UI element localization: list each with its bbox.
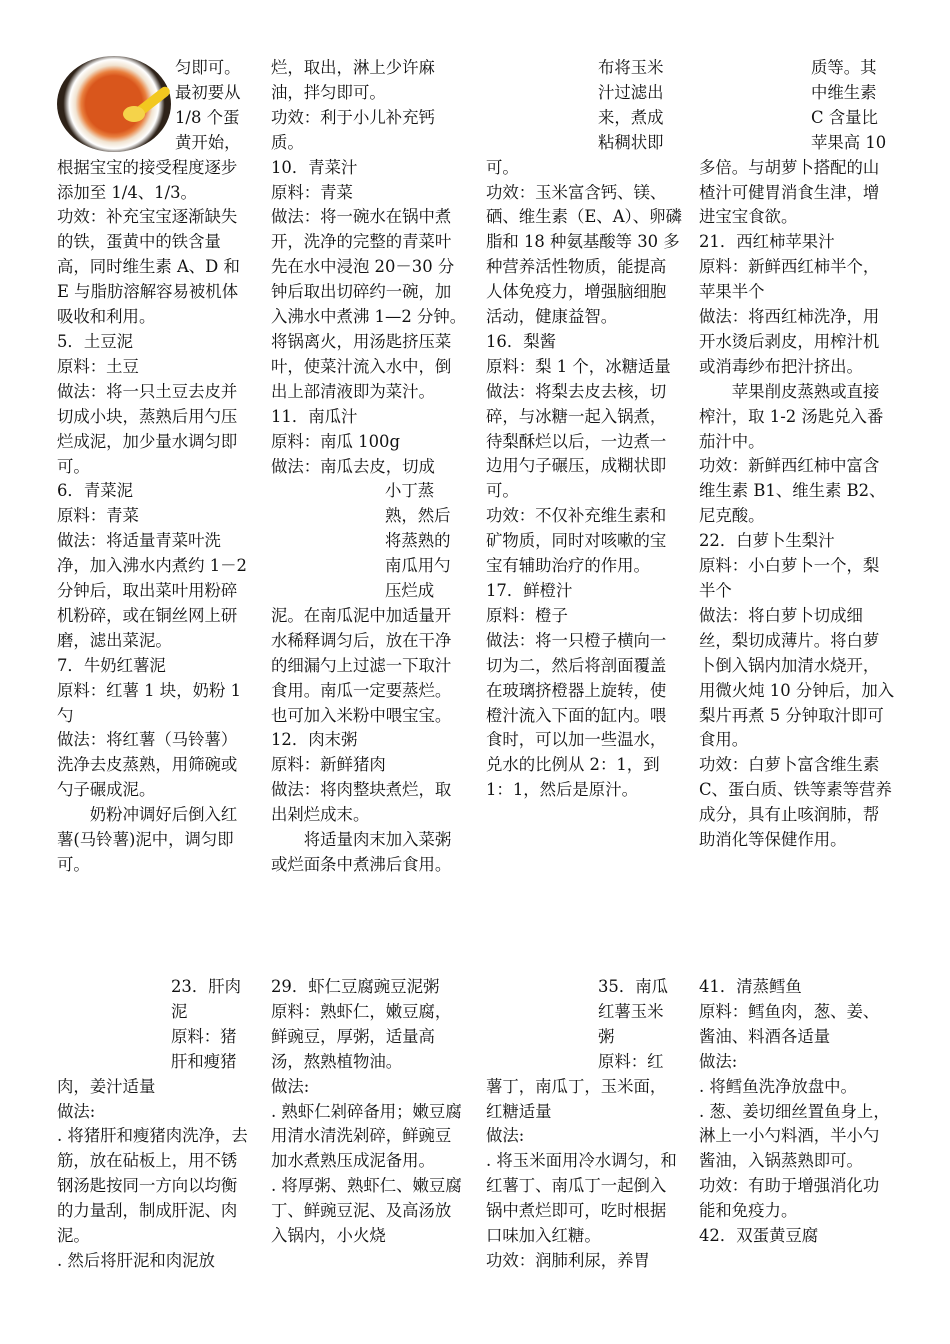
column-top-3 <box>486 56 682 803</box>
benefits: 功效：新鲜西红柿中富含维生素 B1、维生素 B2、尼克酸。 <box>699 456 886 526</box>
figure-space <box>486 975 598 1075</box>
figure-space <box>57 975 171 1075</box>
column-top-1 <box>57 56 253 878</box>
method-step: . 熟虾仁剁碎备用；嫩豆腐用清水清洗剁碎，鲜豌豆加水煮熟压成泥备用。 <box>271 1101 462 1171</box>
recipe-title: 22．白萝卜生梨汁 <box>699 531 835 551</box>
method: 做法：将一只土豆去皮并切成小块，蒸熟后用勺压烂成泥，加少量水调匀即可。 <box>57 381 238 476</box>
figure-wrap-zone <box>486 56 682 156</box>
column-bottom-1 <box>57 975 253 1274</box>
method-step: . 将厚粥、熟虾仁、嫩豆腐丁、鲜豌豆泥、及高汤放入锅内，小火烧 <box>271 1176 462 1246</box>
paragraph: 根据宝宝的接受程度逐步添加至 1/4、1/3。 <box>57 157 238 202</box>
figure-wrap-zone <box>57 975 253 1075</box>
text-line: 熟，然后 <box>385 506 451 526</box>
benefits: 功效：润肺利尿，养胃 <box>486 1250 650 1270</box>
recipe-title: 23．肝肉 <box>171 977 242 996</box>
method-step: . 将玉米面用冷水调匀，和红薯丁、南瓜丁一起倒入锅中煮烂即可，吃时根据口味加入红糖。 <box>486 1151 677 1246</box>
method: 做法：将一只橙子横向一切为二，然后将剖面覆盖在玻璃挤橙器上旋转，使橙汁流入下面的缸内。喂食时，可以加一些温水，兑水的比例从 2：1，到 1：1，然后是原汁。 <box>486 630 667 800</box>
text-line: 中维生素 <box>811 82 877 102</box>
benefits: 功效：不仅补充维生素和矿物质，同时对咳嗽的宝宝有辅助治疗的作用。 <box>486 506 667 576</box>
paragraph: 泥。在南瓜泥中加适量开水稀释调匀后，放在干净的细漏勺上过滤一下取汁食用。南瓜一定要蒸烂。也可加入米粉中喂宝宝。 <box>271 605 452 725</box>
paragraph: 功效：补充宝宝逐渐缺失的铁，蛋黄中的铁含量高，同时维生素 A、D 和 E 与脂肪溶解容易被机体吸收和利用。 <box>57 207 240 327</box>
benefits: 功效：有助于增强消化功能和免疫力。 <box>699 1176 880 1221</box>
text-line: 1/8 个蛋 <box>175 107 240 127</box>
figure-space <box>271 479 385 604</box>
ingredients: 原料：青菜 <box>271 182 353 202</box>
paragraph: 多倍。与胡萝卜搭配的山楂汁可健胃消食生津，增进宝宝食欲。 <box>699 157 880 227</box>
method: 做法：将白萝卜切成细丝，梨切成薄片。将白萝卜倒入锅内加清水烧开，用微火炖 10 分钟后，加入梨片再煮 5 分钟取汁即可食用。 <box>699 605 895 750</box>
recipe-title: 6．青菜泥 <box>57 481 133 501</box>
method-step: . 葱、姜切细丝置鱼身上，淋上一小勺料酒，半小勺酱油，入锅蒸熟即可。 <box>699 1101 890 1171</box>
paragraph: 奶粉冲调好后倒入红薯(马铃薯)泥中，调匀即可。 <box>57 805 238 874</box>
paragraph: 苹果削皮蒸熟或直接榨汁，取 1-2 汤匙兑入番茄汁中。 <box>699 381 884 451</box>
recipe-title: 35．南瓜 <box>598 977 669 996</box>
recipe-title: 红薯玉米 <box>598 1001 664 1021</box>
method-step: . 将鳕鱼洗净放盘中。 <box>699 1076 857 1096</box>
text-line: 匀即可。 <box>175 58 241 77</box>
method-label: 做法: <box>486 1126 525 1146</box>
ingredients: 原料：新鲜西红柿半个，苹果半个 <box>699 257 880 302</box>
text-line: 布将玉米 <box>598 58 664 77</box>
column-bottom-3 <box>486 975 682 1274</box>
recipe-title: 12．肉末粥 <box>271 730 358 750</box>
recipe-title: 11．南瓜汁 <box>271 406 358 426</box>
recipe-title: 粥 <box>598 1026 615 1046</box>
text-line: 压烂成 <box>385 581 435 601</box>
method: 做法：将西红柿洗净，用开水烫后剥皮，用榨汁机或消毒纱布把汁挤出。 <box>699 307 880 376</box>
text-line: 粘稠状即 <box>598 132 664 152</box>
text-line: 来，煮成 <box>598 107 664 127</box>
method: 做法：将梨去皮去核，切碎，与冰糖一起入锅煮，待梨酥烂以后，一边煮一边用勺子碾压，成糊状即可。 <box>486 381 667 501</box>
text-line: 小丁蒸 <box>385 481 435 501</box>
text-line: 肝和瘦猪 <box>171 1051 237 1071</box>
method-label: 做法: <box>271 1076 310 1096</box>
text-line: 最初要从 <box>175 82 241 102</box>
figure-wrap-zone <box>699 56 895 156</box>
recipe-title: 21．西红柿苹果汁 <box>699 232 835 252</box>
method: 做法：将适量青菜叶洗净，加入沸水内煮约 1－2 分钟后，取出菜叶用粉碎机粉碎，或在铜丝网上研磨，滤出菜泥。 <box>57 531 247 650</box>
benefits: 功效：利于小儿补充钙质。 <box>271 107 435 152</box>
method-step: . 将猪肝和瘦猪肉洗净，去筋，放在砧板上，用不锈钢汤匙按同一方向以均衡的力量刮，制成肝泥、肉泥。 <box>57 1126 248 1246</box>
benefits: 功效：白萝卜富含维生素 C、蛋白质、铁等素等营养成分，具有止咳润肺，帮助消化等保健作用。 <box>699 755 892 850</box>
column-bottom-4 <box>699 975 895 1249</box>
text-line: 质等。其 <box>811 58 877 77</box>
method-label: 做法: <box>57 1101 96 1121</box>
ingredients: 原料：小白萝卜一个，梨半个 <box>699 556 880 600</box>
paragraph: 将适量肉末加入菜粥或烂面条中煮沸后食用。 <box>271 830 452 874</box>
benefits: 功效：玉米富含钙、镁、硒、维生素（E、A）、卵磷脂和 18 种氨基酸等 30 多种营养活性物质，能提高人体免疫力，增强脑细胞活动，健康益智。 <box>486 182 682 327</box>
recipe-title: 16．梨酱 <box>486 331 557 351</box>
paragraph: 烂，取出，淋上少许麻油，拌匀即可。 <box>271 58 435 102</box>
method: 做法：将一碗水在锅中煮开，洗净的完整的青菜叶先在水中浸泡 20－30 分钟后取出切碎约一碗，加入沸水中煮沸 1—2 分钟。将锅离火，用汤匙挤压菜叶，使菜汁流入水中，倒出上部清液即为菜汁。 <box>271 207 467 401</box>
ingredients: 原料：红薯 1 块，奶粉 1 勺 <box>57 680 242 725</box>
method: 做法：将肉整块煮烂，取出剁烂成末。 <box>271 780 452 825</box>
column-top-4 <box>699 56 895 853</box>
ingredients: 原料：熟虾仁，嫩豆腐，鲜豌豆，厚粥，适量高汤，熬熟植物油。 <box>271 1001 452 1071</box>
ingredients: 原料：南瓜 100g <box>271 431 400 451</box>
method-step: . 然后将肝泥和肉泥放 <box>57 1250 215 1270</box>
text-line: C 含量比 <box>811 107 878 127</box>
method: 做法：南瓜去皮，切成 <box>271 456 435 476</box>
ingredients: 原料：橙子 <box>486 605 568 625</box>
figure-wrap-zone <box>486 975 682 1075</box>
recipe-title: 5．土豆泥 <box>57 331 133 351</box>
recipe-title: 泥 <box>171 1001 188 1021</box>
figure-wrap-zone <box>271 479 467 604</box>
ingredients: 原料：梨 1 个，冰糖适量 <box>486 356 671 376</box>
text-line: 汁过滤出 <box>598 82 664 102</box>
column-bottom-2 <box>271 975 467 1249</box>
figure-space <box>486 56 598 156</box>
column-top-2 <box>271 56 467 878</box>
text-line: 原料：红 <box>598 1051 664 1071</box>
method-label: 做法: <box>699 1051 738 1071</box>
recipe-title: 29．虾仁豆腐豌豆泥粥 <box>271 977 440 996</box>
recipe-title: 17．鲜橙汁 <box>486 581 573 600</box>
text-line: 苹果高 10 <box>811 132 887 152</box>
figure-space <box>699 56 811 156</box>
ingredients: 原料：新鲜猪肉 <box>271 755 386 775</box>
recipe-title: 7．牛奶红薯泥 <box>57 655 166 675</box>
text-line: 原料：猪 <box>171 1026 237 1046</box>
recipe-title: 41．清蒸鳕鱼 <box>699 977 802 996</box>
paragraph: 薯丁，南瓜丁，玉米面，红糖适量 <box>486 1076 667 1121</box>
text-line: 将蒸熟的 <box>385 531 451 551</box>
paragraph: 肉，姜汁适量 <box>57 1076 156 1096</box>
method: 做法：将红薯（马铃薯）洗净去皮蒸熟，用筛碗或勺子碾成泥。 <box>57 730 238 800</box>
recipe-title: 42．双蛋黄豆腐 <box>699 1226 819 1246</box>
text-line: 南瓜用勺 <box>385 556 451 576</box>
baby-food-photo <box>57 56 171 152</box>
paragraph: 可。 <box>486 157 519 177</box>
spoon-bowl-shape <box>123 106 145 122</box>
ingredients: 原料：青菜 <box>57 506 139 526</box>
text-line: 黄开始， <box>175 132 241 152</box>
ingredients: 原料：土豆 <box>57 356 139 376</box>
ingredients: 原料：鳕鱼肉，葱、姜、酱油、料酒各适量 <box>699 1001 880 1046</box>
recipe-title: 10．青菜汁 <box>271 157 358 177</box>
